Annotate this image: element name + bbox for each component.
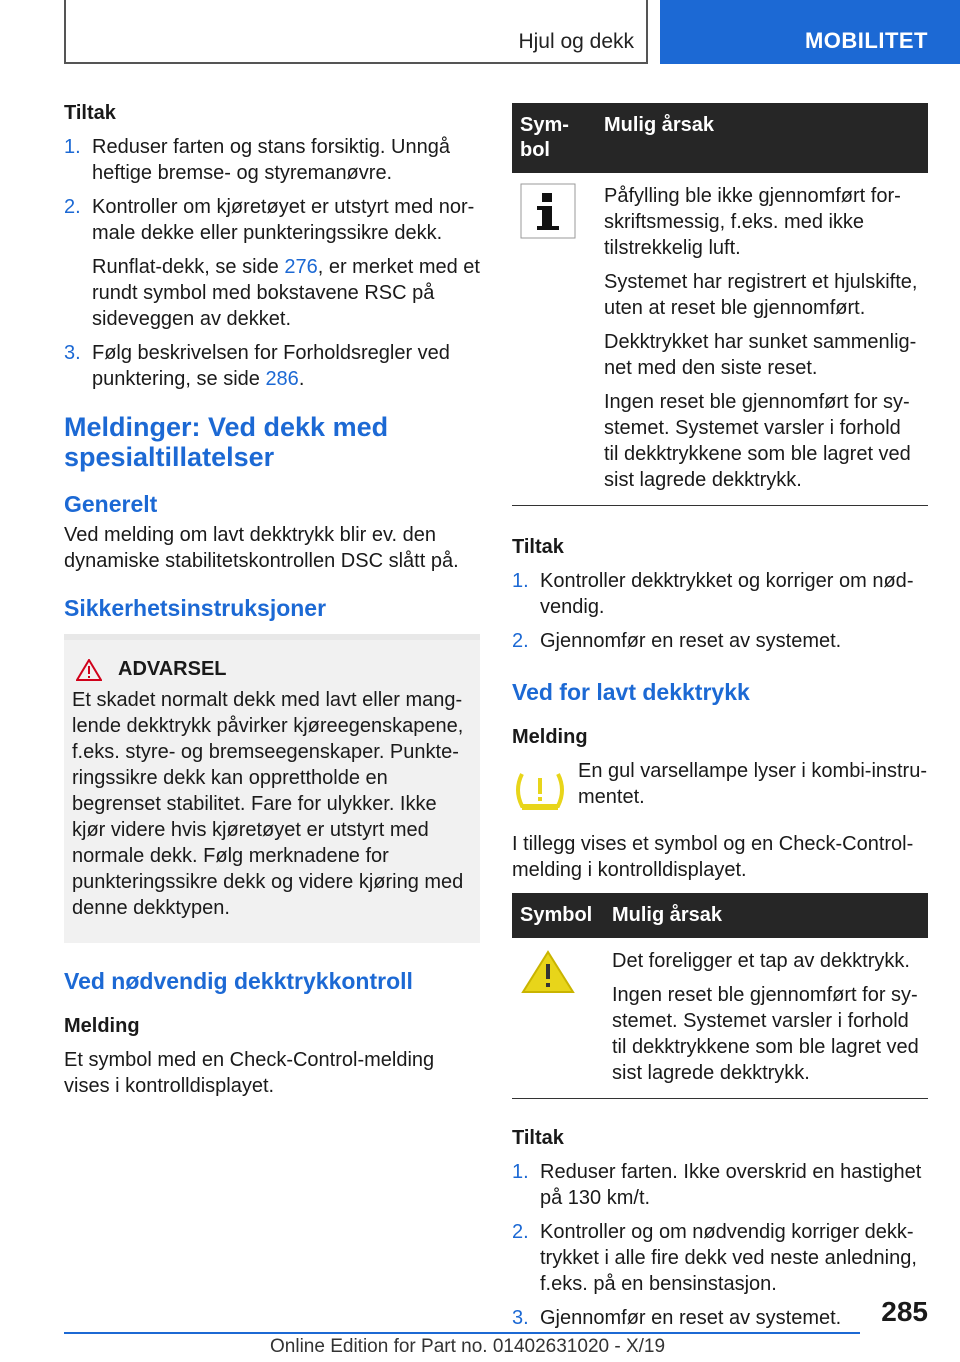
heading-nodvendig: Ved nødvendig dekktrykkontroll <box>64 968 413 994</box>
list-item <box>512 1159 928 1211</box>
list-item <box>512 628 928 654</box>
melding-text: Et symbol med en Check-Control-melding vises i kontrolldisplayet. <box>64 1049 435 1097</box>
cause-cell <box>596 173 928 506</box>
warning-title: ADVARSEL <box>118 658 227 680</box>
list-text: Kontroller om kjøretøyet er utstyrt med normale dekke eller punkteringssikre dekk. <box>92 196 475 244</box>
melding-lamp-row <box>512 758 928 821</box>
tiltak-label: Tiltak <box>512 1127 564 1149</box>
page-link-286[interactable]: 286 <box>265 368 299 390</box>
col-cause-header: Mulig årsak <box>604 893 928 938</box>
melding-lamp-text: En gul varsellampe lyser i kombi-instrumentet. <box>578 760 928 808</box>
icon-wrap <box>512 758 578 821</box>
list-item <box>64 134 480 186</box>
list-item <box>512 1219 928 1297</box>
list-item <box>64 340 480 392</box>
list-item <box>64 194 480 246</box>
symbol-table-1 <box>512 103 928 506</box>
runflat-text: Runflat-dekk, se side <box>92 256 285 278</box>
right-column <box>512 103 928 1339</box>
cause-cell <box>604 938 928 1099</box>
cause-text: Det foreligger et tap av dekktrykk. <box>612 950 910 972</box>
list-text: Gjennomfør en reset av systemet. <box>540 1307 842 1329</box>
cause-text: Dekktrykket har sunket sammenlignet med den siste reset. <box>604 331 917 379</box>
list-number: 2. <box>512 1221 529 1243</box>
warning-triangle-icon <box>520 948 576 996</box>
runflat-note <box>64 254 480 332</box>
list-number: 3. <box>64 342 81 364</box>
col-symbol-header: Symbol <box>512 893 604 938</box>
list-text: Reduser farten. Ikke overskrid en hastighet på 130 km/t. <box>540 1161 922 1209</box>
section-title: MOBILITET <box>804 28 928 53</box>
list-text: Følg beskrivelsen for Forholdsregler ved punktering, se side <box>92 342 450 390</box>
page-number: 285 <box>881 1296 928 1327</box>
list-number: 2. <box>512 630 529 652</box>
list-text: Reduser farten og stans forsiktig. Unngå heftige bremse- og styremanøvre. <box>92 136 450 184</box>
list-text: Kontroller og om nødvendig korriger dekktrykket i alle fire dekk ved neste anledning, f.eks. på en bensinstasjon. <box>540 1221 917 1295</box>
cause-text: Ingen reset ble gjennomført for systemet. Systemet varsler i forhold til dekktrykkene som ble lagret ved sist lagrede dekktrykk. <box>612 984 919 1084</box>
melding-label: Melding <box>64 1015 140 1037</box>
warning-text: Et skadet normalt dekk med lavt eller manglende dekktrykk påvirker kjøreegenskapene, f.eks. styre- og bremseegenskaper. Punkteringssikre dekk kan opprettholde en begrenset stabilitet. Fare for ulykker. Ikke kjør videre hvis kjøretøyet er utstyrt med normale dekk. Følg merknadene for punkteringssikre dekk og videre kjøring med denne dekktypen. <box>72 689 464 919</box>
footer-divider <box>64 1332 860 1334</box>
list-item <box>512 1305 928 1331</box>
col-cause-header: Mulig årsak <box>596 103 928 173</box>
info-icon <box>520 183 576 239</box>
col-symbol-header: Symbol <box>512 103 596 173</box>
melding-extra-text: I tillegg vises et symbol og en Check-Control-melding i kontrolldisplayet. <box>512 833 914 881</box>
cause-text: Systemet har registrert et hjulskifte, uten at reset ble gjennomført. <box>604 271 918 319</box>
warning-triangle-icon <box>76 659 102 681</box>
page-link-276[interactable]: 276 <box>284 256 318 278</box>
melding-label: Melding <box>512 726 588 748</box>
tire-pressure-warning-icon <box>512 768 568 816</box>
cause-text: Ingen reset ble gjennomført for systemet. Systemet varsler i forhold til dekktrykkene som ble lagret ved sist lagrede dekktrykk. <box>604 391 911 491</box>
list-item <box>512 568 928 620</box>
list-text-end: . <box>298 368 305 390</box>
runflat-text-end: , er merket med et rundt symbol med bokstavene RSC på sideveggen av dekket. <box>92 256 480 330</box>
header-chapter-box <box>64 0 648 64</box>
generelt-text: Ved melding om lavt dekktrykk blir ev. den dynamiske stabilitetskontrollen DSC slått på. <box>64 524 459 572</box>
heading-sikkerhet: Sikkerhetsinstruksjoner <box>64 595 327 621</box>
list-text: Gjennomfør en reset av systemet. <box>540 630 842 652</box>
tiltak-label: Tiltak <box>512 536 564 558</box>
cause-text: Påfylling ble ikke gjennomført forskriftsmessig, f.eks. med ikke tilstrekkelig luft. <box>604 185 901 259</box>
footer-edition: Online Edition for Part no. 01402631020 - X/19 <box>270 1336 666 1357</box>
symbol-cell <box>512 173 596 506</box>
tiltak-label: Tiltak <box>64 102 116 124</box>
list-text: Kontroller dekktrykket og korriger om nødvendig. <box>540 570 914 618</box>
heading-lavt-dekktrykk: Ved for lavt dekktrykk <box>512 679 750 705</box>
list-number: 1. <box>64 136 81 158</box>
warning-header <box>72 658 472 681</box>
symbol-table-2 <box>512 893 928 1099</box>
list-number: 1. <box>512 1161 529 1183</box>
list-number: 2. <box>64 196 81 218</box>
heading-generelt: Generelt <box>64 491 158 517</box>
chapter-title: Hjul og dekk <box>518 30 634 53</box>
left-column <box>64 100 480 1107</box>
symbol-cell <box>512 938 604 1099</box>
list-number: 3. <box>512 1307 529 1329</box>
list-number: 1. <box>512 570 529 592</box>
header-section-tab <box>660 0 960 64</box>
warning-box <box>64 634 480 943</box>
heading-meldinger: Meldinger: Ved dekk med spesialtillatelser <box>64 412 389 472</box>
